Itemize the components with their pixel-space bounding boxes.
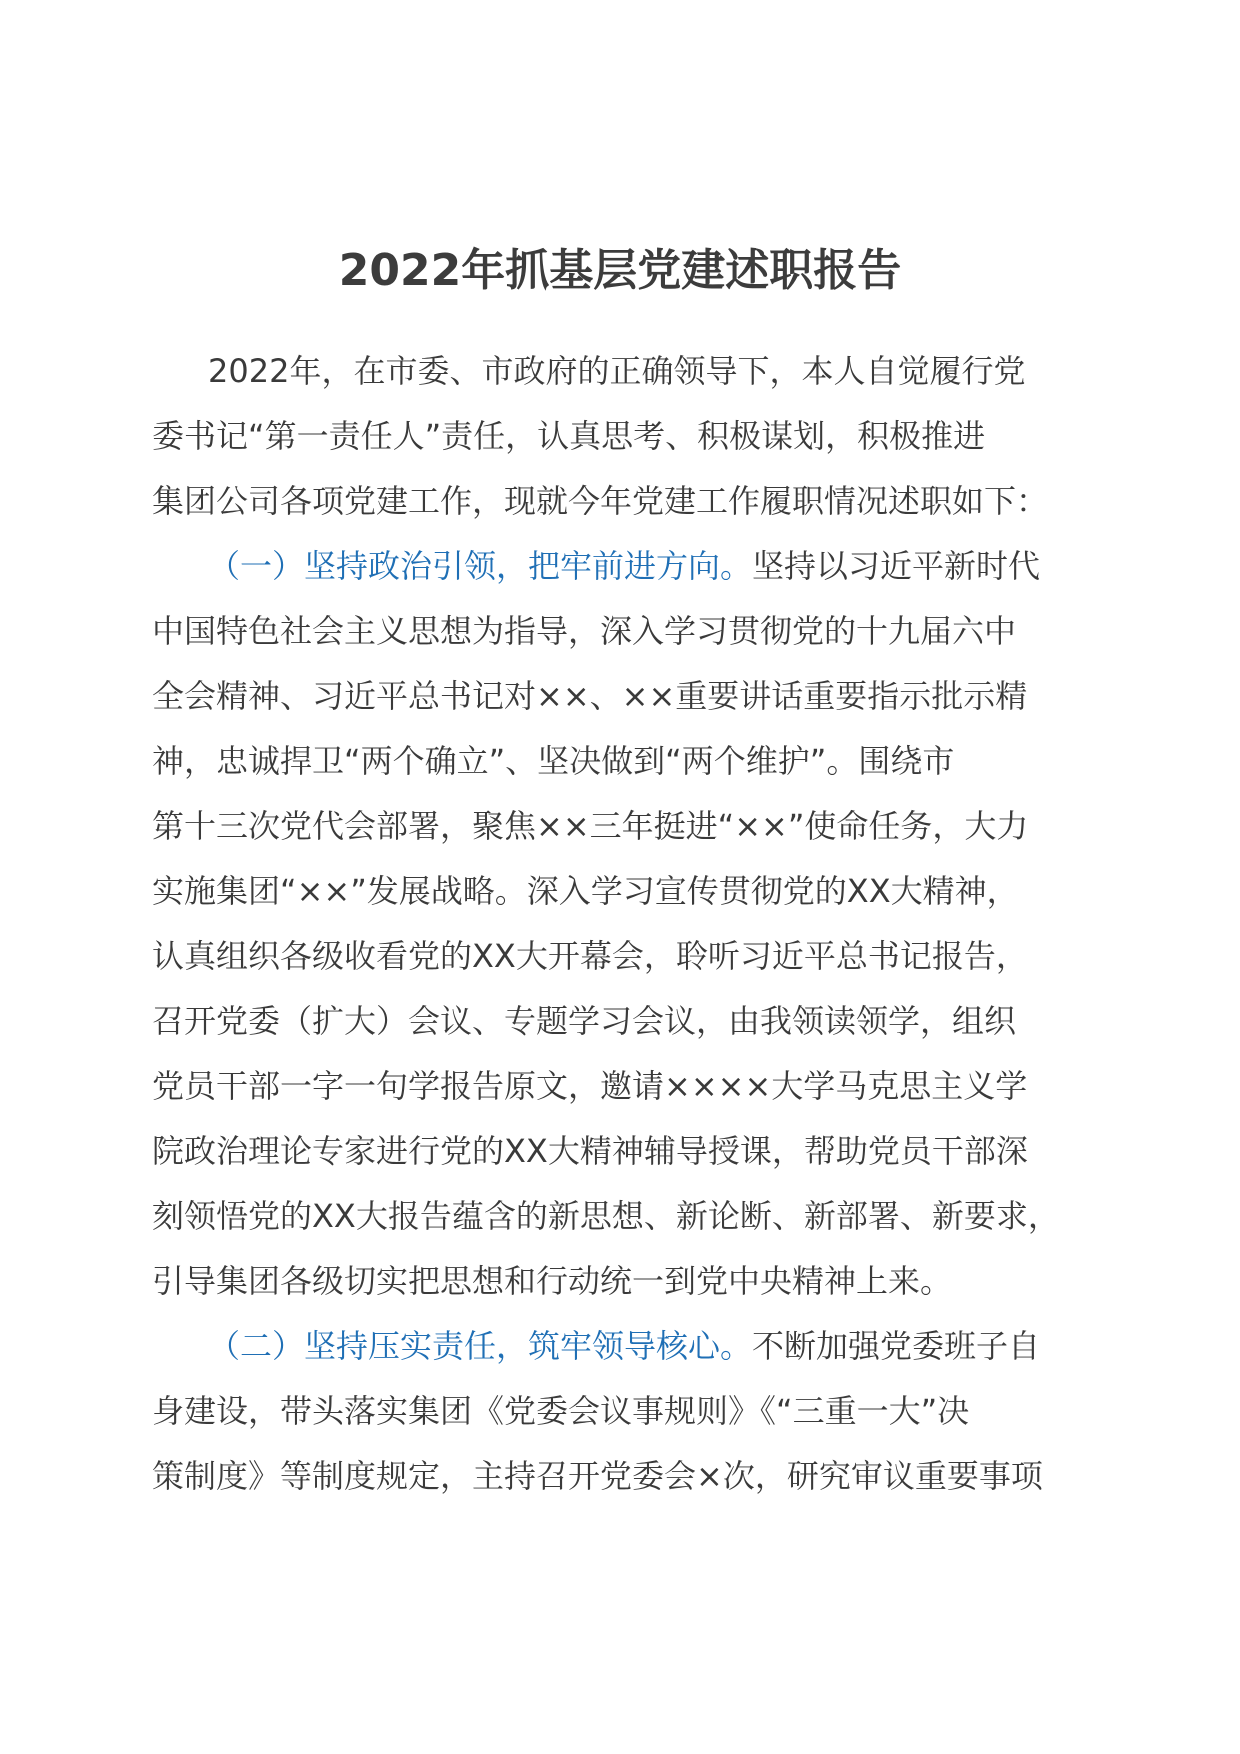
section1-line: 神，忠诚捍卫“两个确立”、坚决做到“两个维护”。围绕市 xyxy=(152,742,955,780)
section2-line: 身建设，带头落实集团《党委会议事规则》《“三重一大”决 xyxy=(152,1392,970,1430)
section1-first-line xyxy=(152,534,1112,599)
intro-line: 2022年，在市委、市政府的正确领导下，本人自觉履行党 xyxy=(208,352,1026,390)
section2-first-line-text: 不断加强党委班子自 xyxy=(752,1327,1041,1365)
document-body xyxy=(152,339,1112,1509)
section1-line: 召开党委（扩大）会议、专题学习会议，由我领读领学，组织 xyxy=(152,1002,1017,1040)
section1-line: 全会精神、习近平总书记对××、××重要讲话重要指示批示精 xyxy=(152,677,1028,715)
section1-line: 实施集团“××”发展战略。深入学习宣传贯彻党的XX大精神， xyxy=(152,872,1019,910)
section1-line: 中国特色社会主义思想为指导，深入学习贯彻党的十九届六中 xyxy=(152,612,1017,650)
intro-line: 委书记“第一责任人”责任，认真思考、积极谋划，积极推进 xyxy=(152,417,986,455)
section1-line: 刻领悟党的XX大报告蕴含的新思想、新论断、新部署、新要求， xyxy=(152,1197,1060,1235)
section1-line: 第十三次党代会部署，聚焦××三年挺进“××”使命任务，大力 xyxy=(152,807,1029,845)
document-title: 2022年抓基层党建述职报告 xyxy=(338,245,902,296)
section1-line: 认真组织各级收看党的XX大开幕会，聆听习近平总书记报告， xyxy=(152,937,1028,975)
section1-line: 党员干部一字一句学报告原文，邀请××××大学马克思主义学 xyxy=(152,1067,1028,1105)
section1-first-line-text: 坚持以习近平新时代 xyxy=(752,547,1041,585)
intro-line: 集团公司各项党建工作，现就今年党建工作履职情况述职如下： xyxy=(152,482,1049,520)
section1-line: 引导集团各级切实把思想和行动统一到党中央精神上来。 xyxy=(152,1262,953,1300)
section2-heading: （二）坚持压实责任，筑牢领导核心。 xyxy=(208,1327,753,1365)
section2-first-line xyxy=(152,1314,1112,1379)
section1-heading: （一）坚持政治引领，把牢前进方向。 xyxy=(208,547,753,585)
section1-line: 院政治理论专家进行党的XX大精神辅导授课，帮助党员干部深 xyxy=(152,1132,1028,1170)
section2-line: 策制度》等制度规定，主持召开党委会×次，研究审议重要事项 xyxy=(152,1457,1043,1495)
